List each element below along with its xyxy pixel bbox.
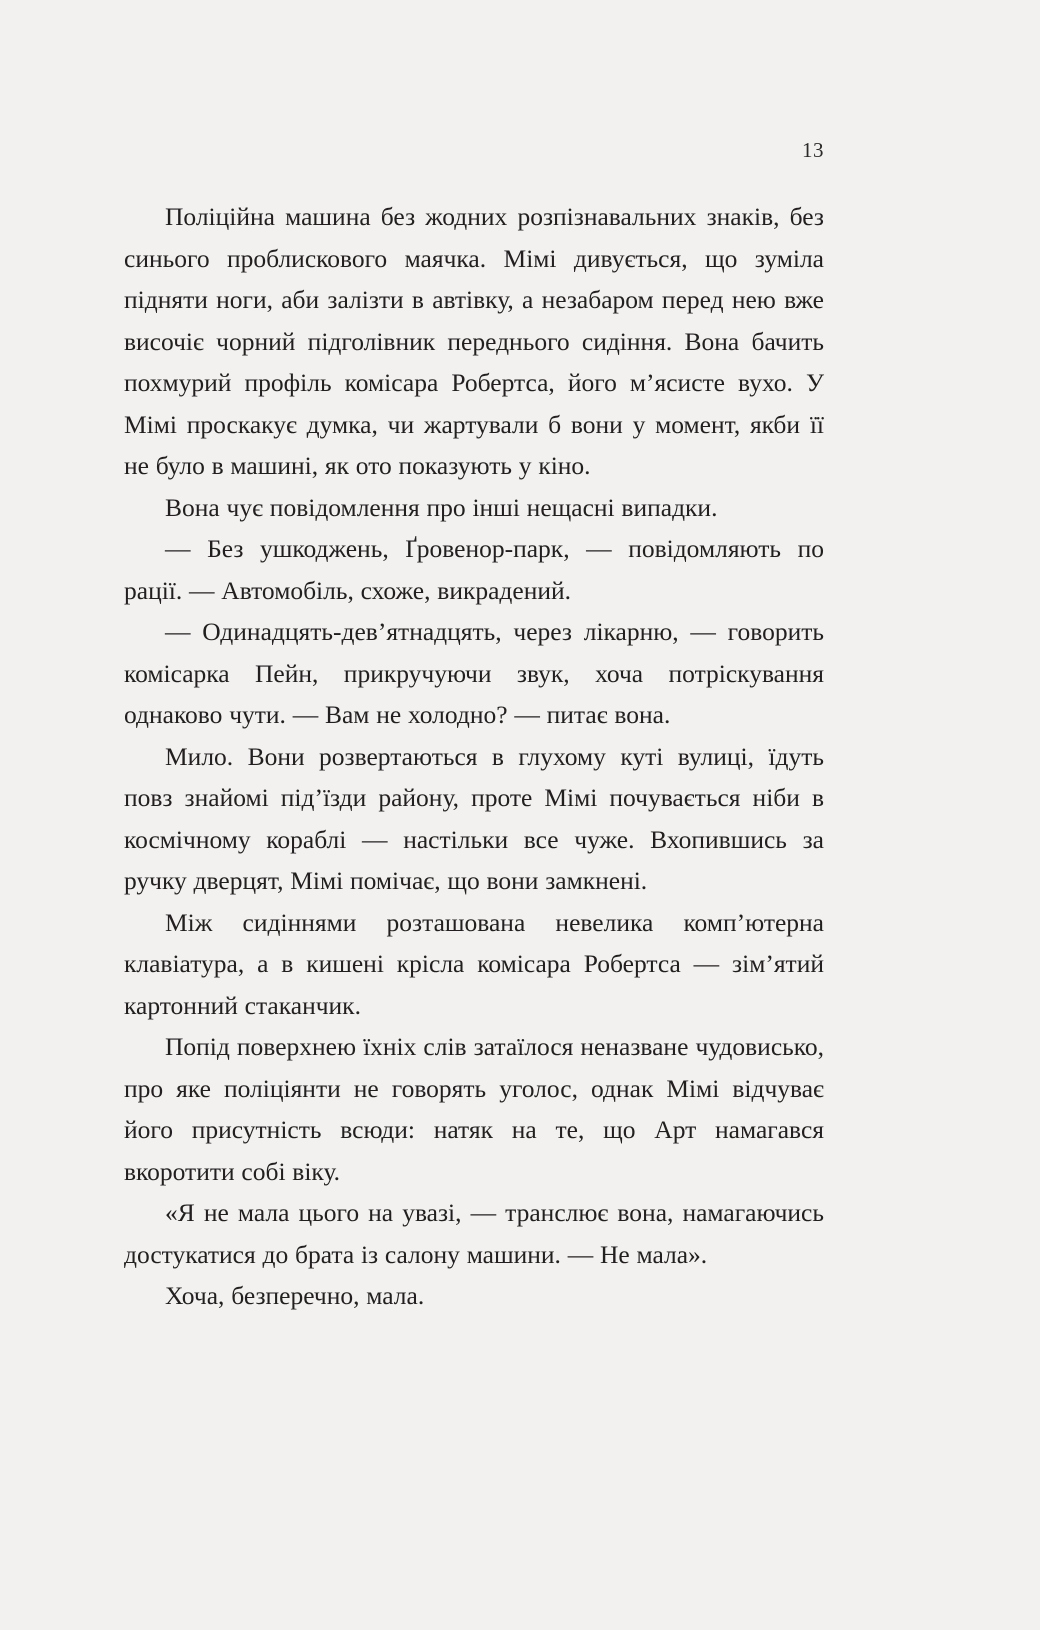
- paragraph: Між сидіннями розташована невелика комп’ютерна клавіатура, а в кишені крісла комісара Робертса — зім’ятий картонний стаканчик.: [124, 907, 824, 1020]
- paragraph: Попід поверхнею їхніх слів затаїлося неназване чудовисько, про яке поліціянти не говорять уголос, однак Мімі відчуває його присутність всюди: натяк на те, що Арт намагався вкоротити собі віку.: [124, 1032, 824, 1186]
- body-text-block: [124, 196, 824, 1317]
- paragraph: Мило. Вони розвертаються в глухому куті вулиці, їдуть повз знайомі під’їзди району, проте Мімі почувається ніби в космічному кораблі — настільки все чуже. Вхопившись за ручку дверцят, Мімі помічає, що вони замкнені.: [124, 741, 824, 895]
- paragraph: — Одинадцять-дев’ятнадцять, через лікарню, — говорить комісарка Пейн, прикручуючи звук, хоча потріскування однаково чути. — Вам не холодно? — питає вона.: [124, 617, 824, 729]
- page-number: 13: [802, 138, 824, 162]
- paragraph: Вона чує повідомлення про інші нещасні випадки.: [165, 492, 718, 522]
- paragraph: — Без ушкоджень, Ґровенор-парк, — повідомляють по рації. — Автомобіль, схоже, викрадений.: [124, 534, 824, 605]
- paragraph: Поліційна машина без жодних розпізнавальних знаків, без синього проблискового маячка. Мімі дивується, що зуміла підняти ноги, аби залізти в автівку, а незабаром перед нею вже височіє чорний підголівник переднього сидіння. Вона бачить похмурий профіль комісара Робертса, його м’ясисте вухо. У Мімі проскакує думка, чи жартували б вони у момент, якби її не було в машині, як ото показують у кіно.: [124, 202, 824, 480]
- paragraph: Хоча, безперечно, мала.: [165, 1281, 425, 1310]
- paragraph: «Я не мала цього на увазі, — транслює вона, намагаючись достукатися до брата із салону машини. — Не мала».: [124, 1198, 824, 1269]
